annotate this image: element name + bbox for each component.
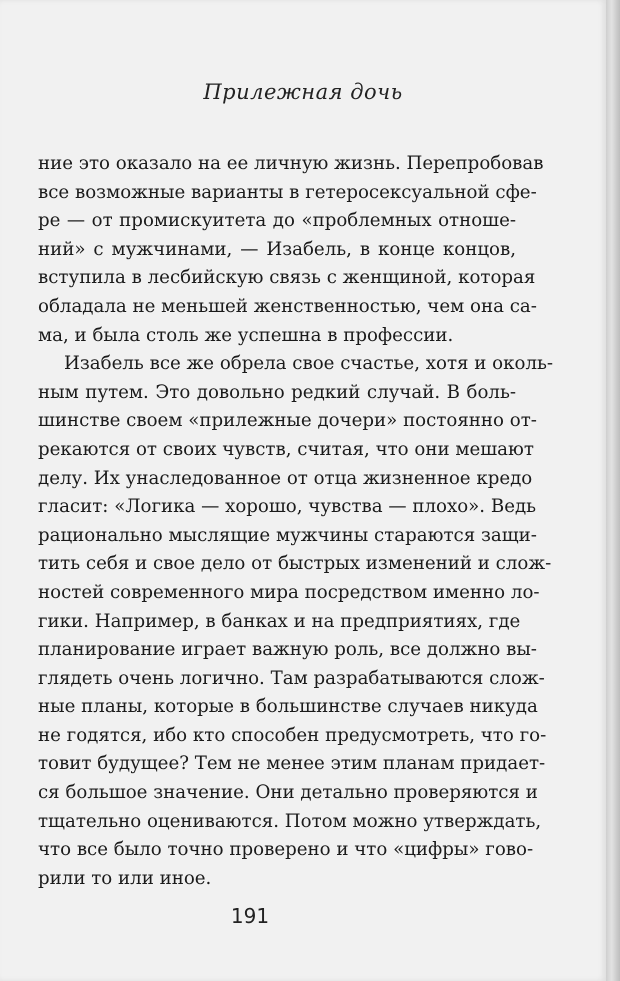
text-line: ся большое значение. Они детально проверяются и bbox=[38, 782, 538, 804]
page-edge bbox=[606, 0, 620, 981]
text-line: ний» с мужчинами, — Изабель, в конце концов, bbox=[38, 238, 516, 260]
running-head: Прилежная дочь bbox=[203, 80, 403, 104]
text-line: ре — от промискуитета до «проблемных отноше- bbox=[38, 210, 516, 232]
text-line: все возможные варианты в гетеросексуальной сфе- bbox=[38, 181, 537, 203]
text-line: не годятся, ибо кто способен предусмотреть, что го- bbox=[38, 724, 547, 746]
text-line: ма, и была столь же успешна в профессии. bbox=[38, 324, 454, 346]
text-line: тить себя и свое дело от быстрых изменений и слож- bbox=[38, 553, 552, 575]
text-line: товит будущее? Тем не менее этим планам придает- bbox=[38, 753, 546, 775]
text-line: ные планы, которые в большинстве случаев никуда bbox=[38, 696, 538, 718]
text-line: ным путем. Это довольно редкий случай. В боль- bbox=[38, 381, 516, 403]
text-line: гики. Например, в банках и на предприятиях, где bbox=[38, 610, 521, 632]
text-line: гласит: «Логика — хорошо, чувства — плохо». Ведь bbox=[38, 496, 537, 518]
text-line: шинстве своем «прилежные дочери» постоянно от- bbox=[38, 410, 537, 432]
text-line: делу. Их унаследованное от отца жизненное кредо bbox=[38, 467, 533, 489]
text-line: вступила в лесбийскую связь с женщиной, которая bbox=[38, 267, 536, 289]
text-line: ние это оказало на ее личную жизнь. Перепробовав bbox=[38, 153, 544, 174]
body-text bbox=[38, 150, 554, 893]
text-line: рекаются от своих чувств, считая, что они мешают bbox=[38, 438, 534, 460]
text-line: тщательно оцениваются. Потом можно утверждать, bbox=[38, 810, 542, 832]
text-line: глядеть очень логично. Там разрабатываются слож- bbox=[38, 667, 545, 689]
text-line: что все было точно проверено и что «цифры» гово- bbox=[38, 839, 534, 861]
text-line: планирование играет важную роль, все должно вы- bbox=[38, 639, 537, 661]
page-number: 191 bbox=[230, 904, 270, 928]
text-line: рили то или иное. bbox=[38, 867, 212, 889]
paragraph-2 bbox=[38, 350, 554, 893]
text-line: Изабель все же обрела свое счастье, хотя и околь- bbox=[64, 353, 554, 375]
text-line: ностей современного мира посредством именно ло- bbox=[38, 581, 540, 603]
text-line: обладала не меньшей женственностью, чем она са- bbox=[38, 295, 537, 317]
paragraph-1 bbox=[38, 150, 544, 350]
text-line: рационально мыслящие мужчины стараются защи- bbox=[38, 524, 537, 546]
